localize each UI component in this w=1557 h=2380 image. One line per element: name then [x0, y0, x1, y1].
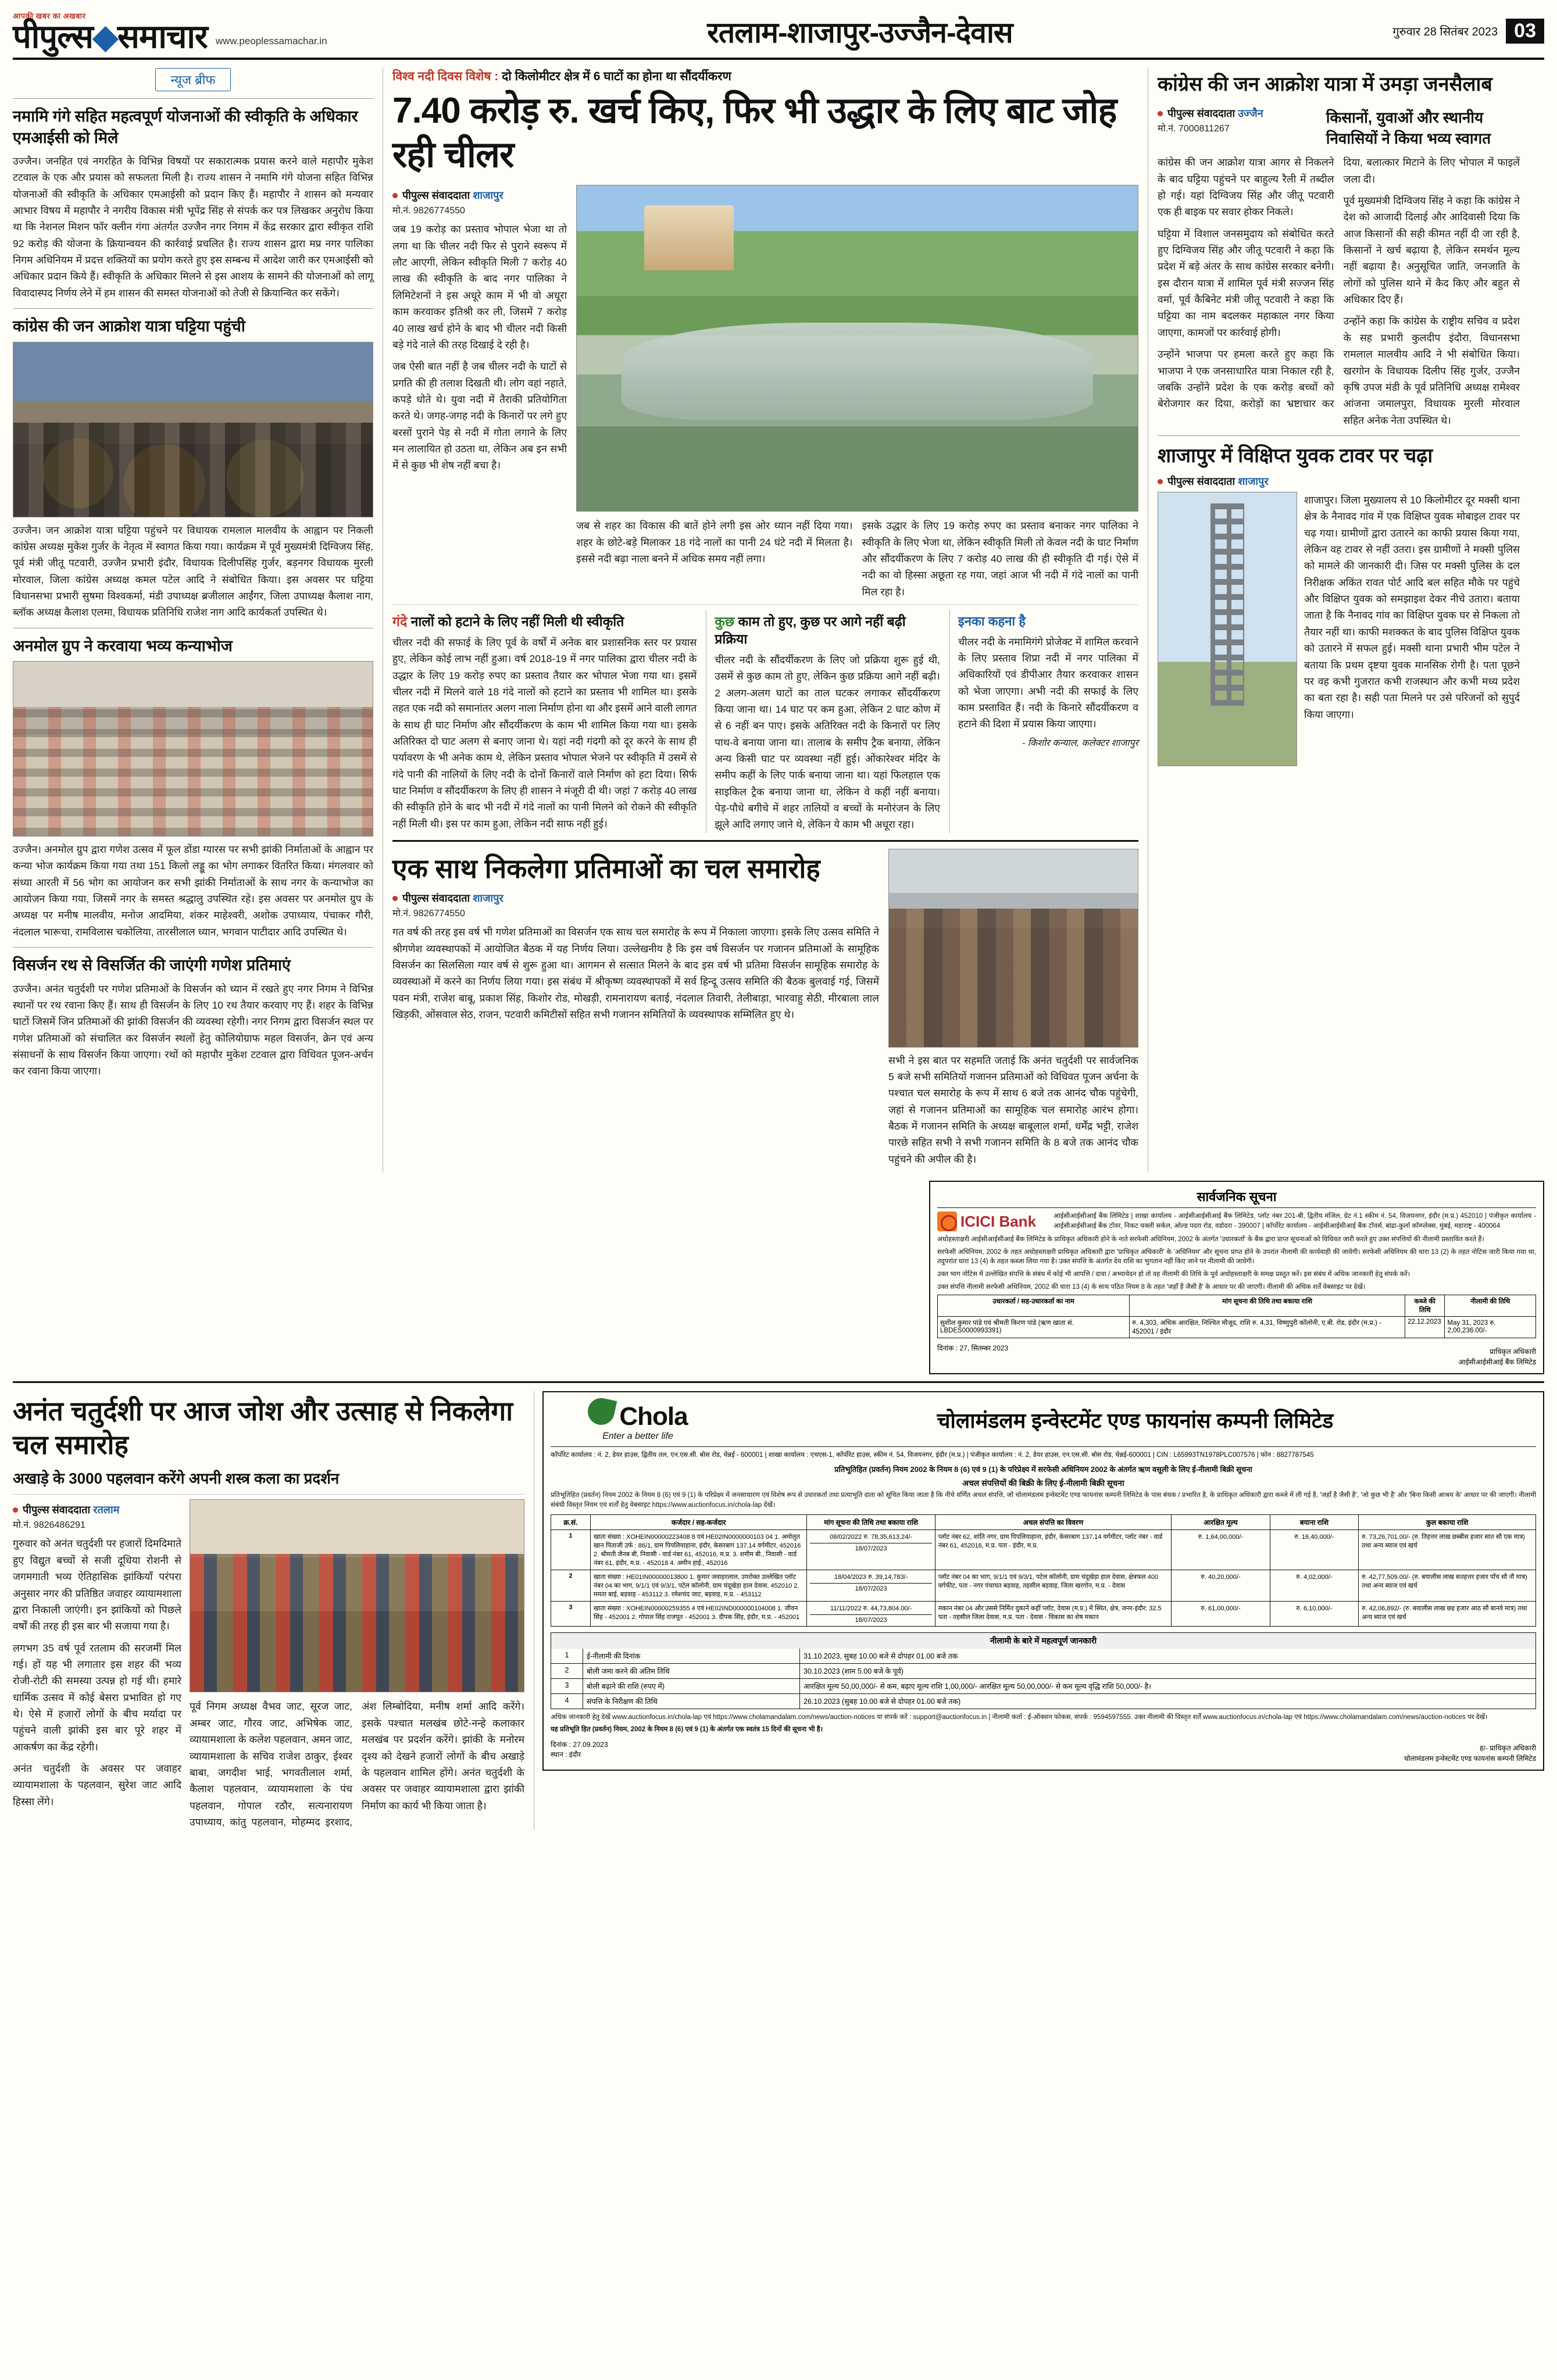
column-center [383, 68, 1138, 1173]
kanya-bhoj-photo [13, 661, 373, 837]
notice-body: प्रतिभूतिहित (प्रवर्तन) नियम 2002 के नियम 8 (6) एवं 9 (1) के परिप्रेक्ष्य में जनसाधारण एवं विशेष रूप से उधारकर्ता तथा प्रत्याभूति दाता को सूचित किया जाता है कि नीचे वर्णित अचल संपत्ति, जो चोलामंडलम इन्वेस्टमेंट एण्ड फायनांस कम्पनी लिमिटेड के पास बंधक / प्रभारित है, के प्राधिकृत अधिकारी द्वारा कब्जे में ली गई है, 'जहाँ है जैसी है', 'जो कुछ भी है' और 'बिना किसी आश्रय के' आधार पर की जाएगी। नीलामी संबंधी विस्तृत नियम एवं शर्तों हेतु वेबसाइट https://www.auctionfocus.in/chola-lap देखें। [551, 1491, 1536, 1509]
possession-date: 18/07/2023 [810, 1583, 931, 1592]
cell-total: रु. 73,26,701.00/- (रु. तिहत्तर लाख छब्बीस हजार सात सौ एक मात्र) तथा अन्य ब्याज एवं खर्च [1359, 1530, 1536, 1570]
chola-wordmark [588, 1398, 687, 1431]
notice-signature [1458, 1346, 1536, 1367]
brand-tagline: Enter a better life [602, 1431, 673, 1442]
term-value: 26.10.2023 (सुबह 10.00 बजे से दोपहर 01.00 बजे तक) [804, 1698, 961, 1706]
masthead-right [1392, 19, 1544, 44]
top-section [13, 68, 1544, 1173]
table-row [551, 1570, 1536, 1602]
cell-sno: 2 [551, 1570, 591, 1602]
chillar-river-photo [576, 185, 1138, 512]
subhead-kuchh-kaam [715, 613, 940, 648]
cell-property: प्लॉट नंबर 04 का भाग, 9/1/1 एवं 9/3/1, पटेल कॉलोनी, ग्राम चंदूखेड़ा हाल देवास, क्षेत्रफल 400 वर्गफीट, पता - नगर पंचायत बड़वाह, तहसील बड़वाह, जिला खरगोन, म.प्र. - देवास [935, 1570, 1172, 1602]
term-row [551, 1678, 1535, 1693]
cell-demand [807, 1530, 935, 1570]
chola-auction-ad [534, 1391, 1544, 1830]
th-demand: मांग सूचना की तिथि तथा बकाया राशि [1130, 1295, 1405, 1317]
notice-subtitle: अचल संपत्तियों की बिक्री के लिए ई-नीलामी बिक्री सूचना [962, 1478, 1124, 1488]
bank-name: ICICI Bank [960, 1212, 1037, 1230]
subsection-body: चीलर नदी की सफाई के लिए पूर्व के वर्षों में अनेक बार प्रशासनिक स्तर पर प्रयास हुए, लेकिन कोई लाभ नहीं हुआ। वर्ष 2018-19 में नगर पालिका द्वारा चीलर नदी के उद्धार के लिए 19 करोड़ रुपए का प्रस्ताव तैयार कर भोपाल भेजा गया था। इसमें चीलर नदी में मिलने वाले 18 गंदे नालों को हटाने का प्रस्ताव भी शामिल था। इसके तहत एक नदी को समानांतर अलग नाला निर्माण होना था और इसमें आने वाली लागत के साथ ही घाट निर्माण और सौंदर्यीकरण के काम भी शामिल किया गया था। इसके अतिरिक्त दो घाट अलग से बनाए जाना थे। यहां नदी गंदगी को दूर करने के साथ ही पर्यावरण के भी अनेक काम थे, लेकिन प्रस्ताव भोपाल भेजने पर स्वीकृति में उसमें से गंदे पानी की नालियों के लिए नदी के दोनों किनारों वाले निर्माण को हटा दिया। सिर्फ घाट निर्माण व सौंदर्यीकरण के लिए ही शासन ने मंजूरी दी थी। जहां 7 करोड़ 40 लाख की स्वीकृति होने के बाद भी नदी में गंदे नालों का पानी मिलने को रोकने की स्वीकृति नहीं मिली थी। इस पर काम हुआ, लेकिन नदी साफ नहीं हुई। [392, 637, 697, 830]
table-row [551, 1530, 1536, 1570]
term-label: बोली बढ़ाने की राशि (रुपए में) [583, 1679, 800, 1693]
byline [392, 891, 879, 905]
th-borrower: उधारकर्ता / सह-उधारकर्ता का नाम [938, 1295, 1130, 1317]
demand-amount: 11/11/2022 रु. 44,73,804.00/- [830, 1605, 912, 1613]
subsection-body: चीलर नदी के सौंदर्यीकरण के लिए जो प्रक्रिया शुरू हुई थी, उसमें से कुछ काम तो हुए, लेकिन कुछ प्रक्रिया आगे नहीं बढ़ी। 2 अलग-अलग घाटों का ताल घटकर लगाकर सौंदर्यीकरण किया जाना था। 14 घाट पर कम हुआ, लेकिन 2 घाट कोण में से 6 नहीं बन पाए। इसके अतिरिक्त नदी के किनारों पर लिए पाथ-वे बनाया जाना था। तालाब के समीप ट्रैक बनाया, लेकिन अन्य किसी घाट पर व्यवस्था नहीं हुई। ओंकारेश्वर मंदिर के समीप कहीं के लिए पार्क बनाया जाना था। यहां फिलहाल एक साइकिल ट्रैक बनाया जाना था, लेकिन वे कहीं नहीं बनाया। पेड़-पौधे बगीचे में शहर तालियों व बच्चों के मनोरंजन के लिए झूले आदि लगाए जाने थे, लेकिन ये काम भी अधूरा रहा। [715, 653, 940, 831]
byline [1158, 474, 1520, 488]
paragraph: जब से शहर का विकास की बातें होने लगी इस ओर ध्यान नहीं दिया गया। शहर के छोटे-बड़े मिलाकर 18 गंदे नालों का पानी 24 घंटे नदी में मिलता है। इससे नदी बढ़ा नाला बनने में अधिक समय नहीं लगा। [576, 520, 853, 565]
mobile-tower-photo [1158, 492, 1297, 766]
byline-location: शाजापुर [1238, 476, 1269, 488]
cell-total: रु. 42,06,892/- (रु. बयालीस लाख छह हजार आठ सौ बानवे मात्र) तथा अन्य ब्याज एवं खर्च [1359, 1602, 1536, 1627]
cell-auction: May 31, 2023 रु. 2,00,236.00/- [1445, 1317, 1536, 1338]
masthead-left [13, 10, 327, 55]
reporter-mobile: मो.नं. 9826774550 [392, 206, 465, 216]
bank-addresses: आईसीआईसीआई बैंक लिमिटेड | शाखा कार्यालय - आईसीआईसीआई बैंक लिमिटेड, प्लॉट नंबर 201-बी, द्वितीय मंजिल, ग्रेट नं.1 स्कीम नं. 54, विजयनगर, इंदौर (म.प्र.) 452010 | पंजीकृत कार्यालय - आईसीआईसीआई बैंक टॉवर, निकट चक्ली सर्कल, ओल्ड पदरा रोड, वडोदरा - 390007 | कॉर्पोरेट कार्यालय - आईसीआईसीआई बैंक टॉवर्स, बांद्रा-कुर्ला कॉम्प्लेक्स, मुंबई, महाराष्ट्र - 400064 [1054, 1213, 1536, 1230]
column-left [13, 68, 373, 1173]
paragraph: उन्होंने भाजपा पर हमला करते हुए कहा कि भाजपा ने एक जनसाधारित यात्रा निकाल रही है, जबकि उन्होंने प्रदेश के एक करोड़ बच्चों को बेरोजगार कर दिया, करोड़ों का भ्रष्टाचार कर दिया, बलात्कार मिटाने के लिए भोपाल में फाइलें जला दी। [1158, 156, 1520, 410]
paragraph: गुरुवार को अनंत चतुर्दशी पर हजारों दिमदिमाते हुए विद्युत बच्चों से सजी दूधिया रोशनी से जगमगाती भव्य ऐतिहासिक झांकियाँ परंपरा अनुसार नगर की प्रतिष्ठित जवाहर व्यायामशाला द्वारा निकाली जाएंगी। इन झांकियों को पिछले वर्षों की तरह ही इस बार भी सजाया गया है। [13, 1538, 181, 1632]
paragraph: कांग्रेस की जन आक्रोश यात्रा आगर से निकलने के बाद घट्टिया पहुंचने पर बाहुल्य रैली में तब्दील हो गई। यहां दिग्विजय सिंह और जीतू पटवारी एक ही बाइक पर सवार होकर निकले। [1158, 156, 1334, 218]
signature-title: प्राधिकृत अधिकारी [1490, 1348, 1536, 1356]
subhead-nalon [392, 613, 697, 631]
paragraph: उज्जैन। अनमोल ग्रुप द्वारा गणेश उत्सव में फूल डोंडा ग्यारस पर सभी झांकी निर्माताओं के आह्वान पर कन्या भोज कार्यक्रम किया गया तथा 151 किलो लड्डू का भोग लगाकर वितरित किया। मंगलवार को संध्या आरती में 56 भोग का आयोजन कर सभी झांकी निर्माताओं के साथ नगर के कन्याभोज का आयोजन किया गया, जिसमें नगर के समस्त श्रद्धालु उपस्थित रहे। इस अवसर पर अनमोल ग्रुप के अध्यक्ष पर मनीष मालवीय, मनोज आदमिया, शंकर माहेश्वरी, अशोक उपाध्याय, पंचाकर गौरी, नंदलाल भारूचा, रामविलास चकोलिया, तारसीलाल ध्यान, भगवान पाटीदार आदि उपस्थित थे। [13, 844, 373, 938]
tower-headline: शाजापुर में विक्षिप्त युवक टावर पर चढ़ा [1158, 444, 1433, 467]
byline-label: पीपुल्स संवाददाता [1167, 108, 1235, 120]
reporter-mobile: मो.नं. 7000811267 [1158, 124, 1230, 134]
ad-container [542, 1391, 1544, 1770]
paragraph: सभी ने इस बात पर सहमति जताई कि अनंत चतुर्दशी पर सार्वजनिक 5 बजे सभी समितियों गजानन प्रतिमाओं को विधिवत पूजन अर्चना के पश्चात चल समारोह के रूप में साथ 6 बजे तक आनंद चौक पहुंचेगी, जहां से गजानन प्रतिमाओं का सामूहिक चल समारोह आरंभ होगा। बैठक में गजानन समिति के अध्यक्ष बाबूलाल शर्मा, धर्मेंद्र भट्टी, राजेश पारछे सहित सभी ने सभी गजानन समिति के 8 बजे तक आनंद चौक पहुंचने की अपील की है। [888, 1054, 1138, 1165]
cell-emd: रु. 6,10,000/- [1270, 1602, 1358, 1627]
demand-amount: 08/02/2022 रु. 78,35,613.24/- [830, 1534, 912, 1541]
congress-rally-photo [13, 342, 373, 517]
term-value: आरक्षित मूल्य 50,00,000/- से कम, बढ़ाए मूल्य राशि 1,00,000/- आरक्षित मूल्य 50,00,000/- से कम मूल्य वृद्धि राशि 50,000/- है। [804, 1682, 1151, 1691]
overline-red: विश्व नदी दिवस विशेष : [392, 70, 499, 84]
term-no: 3 [551, 1679, 583, 1693]
byline-location: उज्जैन [1238, 108, 1263, 120]
byline-label: पीपुल्स संवाददाता [1167, 476, 1235, 488]
cell-emd: रु. 4,02,000/- [1270, 1570, 1358, 1602]
article-body [13, 522, 373, 621]
byline-text [402, 188, 503, 202]
paragraph: उन्होंने कहा कि कांग्रेस के राष्ट्रीय सचिव व प्रदेश के सह प्रभारी कुलदीप इंदौरा, विधानसभा रामलाल मालवीय आदि ने भी संबोधित किया। खरगोन के विधायक दिलीप सिंह गुर्जर, उज्जैन कृषि उपज मंडी के पूर्व प्रतिनिधि अध्यक्ष रामेश्वर आंजना जमालपुरा, विधायक मुरली मोरवाल सहित अनेक नेता उपस्थित थे। [1343, 315, 1520, 426]
th-sno: क्र.सं. [551, 1515, 591, 1530]
article-kanya-bhoj [13, 635, 373, 941]
cell-borrower: खाता संख्या : XOHEIN00000223408 8 एवं HE02IN0000000103 04 1. अमोलुत खान पिताजी उर्फ : 86/1, ग्राम पिपलियाहाना, इंदौर, केसरबाग 137.14 वर्गमीटर, 452016 2. श्रीमती जैनब बी, निवासी - वार्ड नंबर 61, 452016, म.प्र. 3. शमीम बी., निवासी - वार्ड नंबर 61, इंदौर, म.प्र. - 452018 4. अमीन हाई., 452016 [590, 1530, 807, 1570]
headline: अनंत चतुर्दशी पर आज जोश और उत्साह से निकलेगा चल समारोह [13, 1396, 513, 1460]
table-header-row [551, 1515, 1536, 1530]
cell-sno: 1 [551, 1530, 591, 1570]
divider [392, 840, 1138, 842]
article-visarjan-rath [13, 955, 373, 1080]
chola-logo [551, 1398, 725, 1442]
paragraph: उक्त संपत्ति नीलामी सरफेसी अधिनियम, 2002 की धारा 13 (4) के साथ पठित नियम 8 के तहत 'जहाँ है जैसी है' के आधार पर की जाएगी। नीलामी की अधिक शर्तें वेबसाइट पर देखें। [937, 1283, 1366, 1291]
cell-reserve: रु. 61,00,000/- [1172, 1602, 1270, 1627]
article-body-continued [190, 1698, 524, 1830]
term-row [551, 1663, 1535, 1678]
paragraph: जब 19 करोड़ का प्रस्ताव भोपाल भेजा था तो लगा था कि चीलर नदी फिर से पुराने स्वरूप में लौट आएगी, लेकिन स्वीकृति मिली 7 करोड़ 40 लाख की स्वीकृति के बाद नगर पालिका ने लिमिटेशनों ने इस अधूरे काम में भी वो अधूरा काम करवाकर इतिश्री कर ली, जिसमें 7 करोड़ 40 लाख खर्च होने के बाद भी चीलर नदी किसी बड़े गंदे नाले की तरह दिखाई दे रही है। [392, 223, 567, 351]
article-body [13, 981, 373, 1080]
leaf-icon [585, 1396, 617, 1428]
article-body [13, 1535, 181, 1810]
article-body [13, 153, 373, 301]
bullet-icon [13, 1507, 18, 1513]
cell-emd: रु. 16,40,000/- [1270, 1530, 1358, 1570]
byline [392, 188, 567, 202]
th-emd: बयाना राशि [1270, 1515, 1358, 1530]
cell-reserve: रु. 1,64,00,000/- [1172, 1530, 1270, 1570]
bullet-icon [1158, 479, 1163, 484]
paragraph: उज्जैन। जन आक्रोश यात्रा घट्टिया पहुंचने पर विधायक रामलाल मालवीय के आह्वान पर निकली कांग्रेस अध्यक्ष मुकेश गुर्जर के नेतृत्व में स्वागत किया गया। कार्यक्रम में पूर्व मुख्यमंत्री दिग्विजय सिंह, पूर्व मंत्री जीतू पटवारी, उज्जैन प्रभारी इंदौर, विधायक दिलीपसिंह गुर्जर, बड़नगर विधायक मुरली मोरवाल, जिला कांग्रेस अध्यक्ष कमल पटेल आदि ने संबोधित किया। इस अवसर पर घट्टिया विधानसभा प्रभारी सुषमा विश्वकर्मा, मंडी उपाध्यक्ष ब्रजीलाल आईंगर, जिला उपाध्यक्ष कैलाश नाग, ब्लॉक अध्यक्ष कैलाश एलमा, विधायक प्रतिनिधि राजेश नाग आदि कार्यकर्ता उपस्थित थे। [13, 524, 373, 619]
icici-public-notice [929, 1181, 1544, 1374]
lead-headline: 7.40 करोड़ रु. खर्च किए, फिर भी उद्धार के लिए बाट जोह रही चीलर [392, 91, 1117, 175]
paragraph: अधोहस्ताक्षरी आईसीआईसीआई बैंक लिमिटेड के प्राधिकृत अधिकारी होने के नाते सरफेसी अधिनियम, 2002 के अंतर्गत 'उधारकर्ता' के बैंक द्वारा प्राप्त सूचनाओं को विधिवत जारी करते हुए उक्त संपत्तियों की नीलामी प्रस्तावित करते हैं। [937, 1236, 1484, 1243]
demand-amount: 18/04/2023 रु. 39,14,783/- [834, 1574, 908, 1581]
th-property: अचल संपत्ति का विवरण [935, 1515, 1172, 1530]
ad-footer-legal: यह प्रतिभूति हित (प्रवर्तन) नियम, 2002 के नियम 8 (6) एवं 9 (1) के अंतर्गत एक स्वतंत्र 15 दिनों की सूचना भी है। [551, 1725, 823, 1733]
byline-location: शाजापुर [473, 190, 503, 202]
article-body-continued [576, 517, 1138, 600]
paragraph: उज्जैन। जनहित एवं नगरहित के विभिन्न विषयों पर सकारात्मक प्रयास करने वाले महापौर मुकेश टटवाल के एक और प्रयास को सफलता मिली है। राज्य शासन ने नमामि गंगे योजना सहित विभिन्न योजनाओं की स्वीकृति के अधिकार एमआईसी को प्रदान किए हैं। महापौर ने शासन को मन्यवार आभार विषय में महापौर ने नगरीय विकास मंत्री भूपेंद्र सिंह से संपर्क कर पत्र लिखकर अनुरोध किया था कि नेशनल मिशन फॉर क्लीन गंगा अंतर्गत उज्जैन नगर निगम में केंद्र सरकार द्वारा स्वीकृत राशि 92 करोड़ की योजना के क्रियान्वयन की कार्रवाई प्रचलित है। राज्य शासन द्वारा मप्र नगर पालिका निगम अधिनियम में प्रदत्त शक्तियों का प्रयोग करते हुए इस सम्बन्ध में आदेश जारी कर एमआईसी को अधिकार प्रदान किये हैं। स्वीकृति के अधिकार मिलने से इस आशय के सामने की योजनाओं को लागू विवादास्पद निर्णय लेने में हम शासन की समस्त योजनाओं को तेजी से क्रियान्वित कर सकेंगे। [13, 155, 373, 299]
paragraph: शाजापुर। जिला मुख्यालय से 10 किलोमीटर दूर मक्सी थाना क्षेत्र के नैनावद गांव में एक विक्षिप्त युवक मोबाइल टावर पर चढ़ गया। ग्रामीणों द्वारा उतारने का काफी प्रयास किया गया, लेकिन वह टावर से नहीं उतरा। इस ग्रामीणों ने मक्सी पुलिस को मामले की जानकारी दी। जिस पर मक्सी पुलिस के दल निरीक्षक अकिंत रावत पोर्ट आदि बल सहित मौके पर पहुंचे और विक्षिप्त युवक को समझाइश देकर नीचे उतारा। बताया जाता है कि नैनावद गांव का विक्षिप्त युवक घर से निकला तो तैयार नहीं था। काफी मशक्कत के बाद पुलिस विक्षिप्त युवक को उतारने में सफल हुई। मक्सी थाना प्रभारी भीम पटेल ने बताया कि प्रथम दृष्टया युवक मानसिक रोगी है। पता पूछने पर वह कभी गुजरात कभी राजस्थान और कभी मध्य प्रदेश का बता रहा है। सही पता मिलने पर उसे परिजनों को सुपुर्द किया जाएगा। [1304, 494, 1520, 720]
ad-footer [551, 1739, 1536, 1764]
article-namami-gange [13, 106, 373, 301]
term-no: 1 [551, 1649, 583, 1663]
bullet-icon [1158, 111, 1163, 116]
akhada-procession-photo [190, 1499, 524, 1692]
paragraph: उक्त भाग नोटिस में उल्लेखित संपत्ति के संबंध में कोई भी आपत्ति / दावा / अभ्यावेदन हो तो वह नीलामी की तिथि के पूर्व अधोहस्ताक्षरी के समक्ष प्रस्तुत करें। इस संबंध में अधिक जानकारी हेतु संपर्क करें। [937, 1271, 1410, 1278]
ad-signature [1404, 1743, 1536, 1764]
publication-date: गुरुवार 28 सितंबर 2023 [1392, 26, 1498, 39]
term-value: 31.10.2023, सुबह 10.00 बजे से दोपहर 01.00 बजे तक [804, 1652, 958, 1661]
byline-label: पीपुल्स संवाददाता [402, 892, 470, 905]
cell-possession: 22.12.2023 [1405, 1317, 1445, 1338]
cell-reserve: रु. 40,20,000/- [1172, 1570, 1270, 1602]
divider [1158, 435, 1520, 436]
cell-property: रु. 4,303, अधिक आरक्षित, निश्चित मौजूद, राशि रु. 4,31, विष्णुपुरी कॉलोनी, ए.बी. रोड, इंदौर (म.प्र.) - 452001 / इंदौर [1130, 1317, 1405, 1338]
logo-wordmark: पीपुल्स◆समाचार [13, 18, 208, 55]
cell-property: प्लॉट नंबर 62, शांति नगर, ग्राम पिपलियाहाना, इंदौर, केसरबाग 137.14 वर्गमीटर, प्लॉट नंबर - वार्ड नंबर 61, 452016, म.प्र. पता - इंदौर, म.प्र. [935, 1530, 1172, 1570]
term-no: 2 [551, 1664, 583, 1678]
subhead: अखाड़े के 3000 पहलवान करेंगे अपनी शस्त्र कला का प्रदर्शन [13, 1470, 340, 1488]
headline: कांग्रेस की जन आक्रोश यात्रा घट्टिया पहुंची [13, 317, 245, 335]
divider [13, 1494, 524, 1495]
byline-label: पीपुल्स संवाददाता [23, 1504, 91, 1516]
brand-name: Chola [619, 1402, 688, 1431]
congress-subhead: किसानों, युवाओं और स्थानीय निवासियों ने किया भव्य स्वागत [1326, 109, 1491, 148]
paragraph: जब ऐसी बात नहीं है जब चीलर नदी के घाटों से प्रगति की ही तलाश दिखती थी। लोग वहां नहाते, कपड़े धोते थे। युवा नदी में तैराकी प्रतियोगिता करते थे। जगह-जगह नदी के किनारों पर लगे हुए बरसों पुराने पेड़ से नदी में गोता लगाने के लिए मन लालायित हो उठता था, लेकिन अब इन सभी में से कुछ भी शेष नहीं बचा है। [392, 360, 567, 471]
ad-date: दिनांक : 27.09.2023 [551, 1740, 608, 1749]
signature-company: चोलामंडलम इन्वेस्टमेंट एण्ड फायनांस कम्पनी लिमिटेड [1404, 1754, 1536, 1763]
article-body [13, 841, 373, 940]
byline [13, 1503, 181, 1517]
th-borrower: कर्जदार / सह-कर्जदार [590, 1515, 807, 1530]
paragraph: पूर्व मुख्यमंत्री दिग्विजय सिंह ने कहा कि कांग्रेस ने देश को आजादी दिलाई और आदिवासी दिया कि आज किसानों की सही कीमत नहीं दी जा रही है, किसानों ने खर्च बढ़ाया है, लेकिन समर्थन मूल्य नहीं बढ़ाया है। अनुसूचित जाति, जनजाति के लोगों को पुलिस थाने में कैद किए और बहुत से अधिकार दिए हैं। [1343, 195, 1520, 306]
signature-title: ह/- प्राधिकृत अधिकारी [1480, 1743, 1536, 1752]
cell-property: मकान नंबर 04 और उससे निर्मित दुकानें कहीं प्लॉट, देवास (म.प्र.) में स्थित, क्षेत्र, जनर-इंदौर: 32.5 पता - तहसील जिला देवास, म.प्र. पता - देवास - विकास का शेष मकान [935, 1602, 1172, 1627]
divider [13, 98, 373, 99]
term-no: 4 [551, 1694, 583, 1709]
icici-logo [937, 1212, 1048, 1231]
congress-headline: कांग्रेस की जन आक्रोश यात्रा में उमड़ा जनसैलाब [1158, 73, 1492, 96]
ganesh-committee-meeting-photo [888, 849, 1138, 1048]
paragraph: घट्टिया में विशाल जनसमुदाय को संबोधित करते हुए दिग्विजय सिंह और जीतू पटवारी ने कहा कि प्रदेश में बड़े अंतर के साथ कांग्रेस सरकार बनेगी। इस दौरान यात्रा में शामिल पूर्व मंत्री सज्जन सिंह वर्मा, पूर्व कैबिनेट मंत्री जीतू पटवारी ने कहा कि घट्टिया का नाम बदलकर महाकाल नगर किया जाएगा, कामजों पर कार्रवाई होगी। [1158, 227, 1334, 338]
paragraph: लगभग 35 वर्ष पूर्व रतलाम की सरजमीं मिल गई। हों यह भी लगातार इस शहर की भव्य रोजी-रोटी की समस्या उत्पन्न हो गई थी। हमारे धार्मिक उत्सव में कोई बेसरा प्रभावित हो गए थे। ऐसे में हजारों लोगों के बीच मर्यादा पर पहुंचने वाली झांकी इस बार पूरे शहर में आकर्षण का केंद्र रहेगी। [13, 1642, 181, 1753]
notice-title: सार्वजनिक सूचना [937, 1188, 1536, 1208]
tower-body [1304, 492, 1520, 766]
paragraph: पूर्व निगम अध्यक्ष वैभव जाट, सूरज जाट, अम्बर जाट, गौरव जाट, अभिषेक जाट, व्यायामशाला के कलेश पहलवान, अमन जाट, व्यायामशाला के सचिव राजेश ठाकुर, ईश्वर बाबा, जगदीश भाई, भगवतीलाल शर्मा, कैलाश पहलवान, व्यायामशाला के पंच पहलवान, गोपाल रठौर, सत्यनारायण उपाध्याय, कांतु पहलवान, मोहम्मद इरशाद, अंश लिम्बोदिया, मनीष शर्मा आदि करेंगे। इसके पश्चात मलखंब छोटे-नन्हे कलाकार मलखंब पर प्रदर्शन करेंगे। झांकी के मनोरम दृश्य को देखने हजारों लोगों के बीच अखाड़े के पहलवान शामिल होंगे। अनंत चतुर्दशी के अवसर पर जवाहर व्यायामशाला द्वारा झांकी निर्माण का कार्य भी किया जाता है। [190, 1700, 524, 1828]
article-body-continued [888, 1052, 1138, 1167]
byline-location: रतलाम [93, 1504, 120, 1516]
headline: अनमोल ग्रुप ने करवाया भव्य कन्याभोज [13, 637, 233, 655]
news-brief-label: न्यूज ब्रीफ [155, 68, 231, 91]
subhead-inka-kehna: इनका कहना है [958, 614, 1026, 629]
logo-tagline: आपकी खबर का अखबार [13, 12, 86, 20]
headline: विसर्जन रथ से विसर्जित की जाएंगी गणेश प्रतिमाएं [13, 956, 291, 974]
bullet-icon [392, 193, 398, 198]
edition-title: रतलाम-शाजापुर-उज्जैन-देवास [707, 16, 1013, 49]
page-number: 03 [1506, 19, 1544, 44]
logo-word-1: पीपुल्स [13, 18, 93, 55]
byline-text [23, 1503, 119, 1517]
icici-auction-table [937, 1295, 1536, 1338]
bullet-icon [392, 896, 398, 901]
th-total: कुल बकाया राशि [1359, 1515, 1536, 1530]
byline-text [1167, 474, 1269, 488]
byline [1158, 106, 1319, 120]
column-right [1148, 68, 1520, 1173]
notice-body [937, 1235, 1536, 1292]
notice-footer [937, 1343, 1536, 1367]
paragraph: अनंत चतुर्दशी के अवसर पर जवाहर व्यायामशाला के पहलवान, सुरेश जाट आदि हिस्सा लेंगे। [13, 1762, 181, 1807]
term-label: ई-नीलामी की दिनांक [583, 1649, 800, 1663]
notice-date: दिनांक : 27, सितम्बर 2023 [937, 1344, 1009, 1353]
possession-date: 18/07/2023 [810, 1543, 931, 1552]
ad-header [551, 1398, 1536, 1447]
website-url[interactable]: www.peoplessamachar.in [215, 35, 327, 47]
possession-date: 18/07/2023 [810, 1614, 931, 1624]
subhead-rest: नालों को हटाने के लिए नहीं मिली थी स्वीकृति [410, 614, 624, 630]
ad-date-place [551, 1739, 608, 1764]
subhead-accent: गंदे [392, 614, 408, 630]
divider [13, 308, 373, 309]
term-value: 30.10.2023 (शाम 5.00 बजे के पूर्व) [804, 1667, 904, 1676]
cell-demand [807, 1570, 935, 1602]
procession-headline: एक साथ निकलेगा प्रतिमाओं का चल समारोह [392, 853, 820, 884]
byline-label: पीपुल्स संवाददाता [402, 190, 470, 202]
th-reserve: आरक्षित मूल्य [1172, 1515, 1270, 1530]
cell-demand [807, 1602, 935, 1627]
logo-word-2: समाचार [117, 18, 208, 55]
cell-borrower: खाता संख्या : XOHEIN00000259355 4 एवं HE02IND000000104008 1. जीवन सिंह - 452001 2. गोपाल सिंह राजपूत - 452001 3. दीपक सिंह, इंदौर, म.प्र. - 452001 [590, 1602, 807, 1627]
company-title: चोलामंडलम इन्वेस्टमेंट एण्ड फायनांस कम्पनी लिमिटेड [937, 1409, 1334, 1433]
chola-auction-table [551, 1514, 1536, 1627]
masthead [13, 10, 1544, 60]
news-brief-header [13, 68, 373, 91]
bottom-section [13, 1391, 1544, 1830]
th-demand: मांग सूचना की तिथि तथा बकाया राशि [807, 1515, 935, 1530]
byline-text [1167, 106, 1263, 120]
ad-place: स्थान : इंदौर [551, 1750, 581, 1759]
byline-text [402, 891, 503, 905]
subhead-rest: काम तो हुए, कुछ पर आगे नहीं बढ़ी प्रक्रिया [715, 614, 906, 647]
icici-mark-icon [937, 1212, 957, 1231]
reporter-mobile: मो.नं. 9826774550 [392, 909, 465, 919]
table-header-row [938, 1295, 1536, 1317]
congress-body [1158, 154, 1520, 428]
quote-body: चीलर नदी के नमामिगंगे प्रोजेक्ट में शामिल करवाने के लिए प्रस्ताव शिप्रा नदी में नगर पालिका में अधिकारियों एवं डीपीआर तैयार करवाकर शासन को भेजा जाएगा। अभी नदी की सफाई के लिए काम प्रस्तावित हैं। नदी के किनारे सौंदर्यीकरण व हटाने की दिशा में प्रयास किया जाएगा। [958, 635, 1138, 730]
term-label: संपत्ति के निरीक्षण की तिथि [583, 1694, 800, 1709]
terms-band-title: नीलामी के बारे में महत्वपूर्ण जानकारी [551, 1632, 1536, 1649]
cell-sno: 3 [551, 1602, 591, 1627]
article-body [392, 924, 879, 1023]
term-row [551, 1649, 1535, 1663]
byline-location: शाजापुर [473, 892, 503, 905]
paragraph: गत वर्ष की तरह इस वर्ष भी गणेश प्रतिमाओं का विसर्जन एक साथ चल समारोह के रूप में निकाला जाएगा। इसके लिए उत्सव समिति ने श्रीगणेश व्यवस्थापकों में आयोजित बैठक में यह निर्णय लिया। उल्लेखनीय है कि इस वर्ष विसर्जन पर गजानन प्रतिमाओं के सामूहिक विसर्जन का सिलसिला ग्यार वर्ष से शुरू हुआ था। आगमन से सत्सात मिलने के बाद इस वर्ष भी प्रतिमा विसर्जन सामूहिक समारोह के व्यवस्थाओं में करने का निर्णय लिया गया। इस संबंध में श्रीकृष्ण व्यवस्थापकों में सर्व हिन्दू उत्सव समिति की बैठक बुलवाई गई, जिसमें पवन मंत्री, राजेश बाबू, प्रकाश सिंह, किशोर रोड, मोखड़ी, रामनारायण बताई, नंदलाल तिवारी, तेलीबाड़ा, भारवाहु सेठी, मीरबाला लाल खिड़की, ओंसवाल सेठ, राजन, पटवारी कमिटीसों सहित सभी गजानन समितियों के व्यवस्थापक सम्मिलित हुए थे। [392, 926, 879, 1020]
term-row [551, 1693, 1535, 1709]
overline-black: दो किलोमीटर क्षेत्र में 6 घाटों का होना था सौंदर्यीकरण [502, 70, 731, 84]
th-auction-date: नीलामी की तिथि [1445, 1295, 1536, 1317]
table-row [938, 1317, 1536, 1338]
terms-list [551, 1649, 1536, 1709]
cell-total: रु. 42,77,509.00/- (रु. बयालीस लाख सतहत्तर हजार पाँच सौ नौ मात्र) तथा अन्य ब्याज एवं खर्च [1359, 1570, 1536, 1602]
icici-header [937, 1212, 1536, 1231]
notice-title: प्रतिभूतिहित (प्रवर्तन) नियम 2002 के नियम 8 (6) एवं 9 (1) के परिप्रेक्ष्य में सरफेसी अधिनियम 2002 के अंतर्गत ऋण वसूली के लिए ई-नीलामी बिक्री सूचना [834, 1464, 1252, 1474]
reporter-mobile: मो.नं. 9826486291 [13, 1520, 85, 1531]
paragraph: उज्जैन। अनंत चतुर्दशी पर गणेश प्रतिमाओं के विसर्जन को ध्यान में रखते हुए नगर निगम ने विभिन्न स्थानों पर रथ रवाना किए हैं। साथ ही विसर्जन के लिए 10 रथ तैयार करवाए गए हैं। शहर के विभिन्न घाटों जिसमें जिन प्रतिमाओं की झांकी विसर्जन की व्यवस्था रहेगी। नगर निगम द्वारा विसर्जन स्थल पर गणेश प्रतिमाओं को संचालित कर विसर्जन स्थलों हेतु कोलियोग्राफ महल विसर्जन, क्रेन एवं अन्य संसाधनों के साथ विसर्जन किया जाएगा। रथों को महापौर मुकेश टटवाल द्वारा विधिवत पूजन-अर्चन कर रवाना किया जाएगा। [13, 982, 373, 1077]
th-possession: कब्जे की तिथि [1405, 1295, 1445, 1317]
article-congress-ghattiya [13, 316, 373, 621]
paragraph: इसके उद्धार के लिए 19 करोड़ रुपए का प्रस्ताव बनाकर नगर पालिका ने स्वीकृति के लिए भेजा था, लेकिन स्वीकृति मिली तो केवल नदी के घाट निर्माण और सौंदर्यीकरण के लिए 7 करोड़ 40 लाख की ही स्वीकृति दी गई। ऐसे में नदी का वो हिस्सा अछूता रह गया, जहां आज भी नदी में गंदे नालों का पानी मिल रहा है। [862, 520, 1138, 598]
article-anant-chaturdashi [13, 1391, 524, 1830]
headline: नमामि गंगे सहित महत्वपूर्ण योजनाओं की स्वीकृति के अधिकार एमआईसी को मिले [13, 108, 358, 146]
divider [13, 947, 373, 948]
ad-footer-note[interactable]: अधिक जानकारी हेतु देखें www.auctionfocus.in/chola-lap एवं https://www.cholamandalam.com/news/auction-notices या संपर्क करें : support@auctionfocus.in | नीलामी कर्ता : ई-ऑक्शन फोकस, संपर्क : 9594597555. उक्त नीलामी की विस्तृत शर्तें www.auctionfocus.in/chola-lap एवं https://www.cholamandalam.com/news/auction-notices पर देखें। [551, 1714, 1488, 1721]
table-row [551, 1602, 1536, 1627]
divider [13, 1381, 1544, 1383]
term-label: बोली जमा करने की अंतिम तिथि [583, 1664, 800, 1678]
signature-company: आईसीआईसीआई बैंक लिमिटेड [1458, 1358, 1536, 1367]
paragraph: सरफेसी अधिनियम, 2002 के तहत अधोहस्ताक्षरी प्राधिकृत अधिकारी द्वारा 'प्राधिकृत अधिकारी' के 'अधिनियम' और सूचना प्राप्त होने के उपरांत नीलामी की कार्यवाही की जावेगी। सरफेसी अधिनियम की धारा 13 (2) के तहत नोटिस जारी किया गया था, तदुपरांत धारा 13 (4) के तहत कब्जा लिया गया है। उक्त संपत्ति के अंतर्गत देय राशि का भुगतान नहीं किए जाने पर नीलामी की जावेगी। [937, 1248, 1536, 1266]
cell-borrower: सुशील कुमार पांडे एवं श्रीमती किरण पांडे (ऋण खाता सं. LBDES0000993391) [938, 1317, 1130, 1338]
cell-borrower: खाता संख्या : HE01IN00000013800 1. कुमार जवाहरलाल, उपरोक्त उल्लेखित प्लॉट नंबर 04 का भाग, 9/1/1 एवं 9/3/1, पटेल कॉलोनी, ग्राम चंदूखेड़ा हाल देवास, 452010 2. ममता बाई, बड़वाह - 453112 3. रमेशचंद जाट, बड़वाह, म.प्र. - 453112 [590, 1570, 807, 1602]
article-body [392, 221, 567, 473]
subhead-accent: कुछ [715, 614, 735, 630]
quote-source: - किशोर कन्याल, कलेक्टर शाजापुर [1022, 738, 1138, 748]
publication-logo [13, 10, 208, 55]
lead-overline [392, 68, 1138, 84]
company-address: कॉर्पोरेट कार्यालय : नं. 2, डेयर हाउस, द्वितीय तल, एन.एस.सी. बोस रोड, चेन्नई - 600001 | शाखा कार्यालय : एचएस-1, कॉर्पोरेट हाउस, स्कीम नं. 54, विजयनगर, इंदौर (म.प्र.) | पंजीकृत कार्यालय : नं. 2, डेयर हाउस, एन.एस.सी. बोस रोड, चेन्नई-600001 | CIN : L65993TN1978PLC007576 | फोन : 8827787545 [551, 1452, 1314, 1459]
